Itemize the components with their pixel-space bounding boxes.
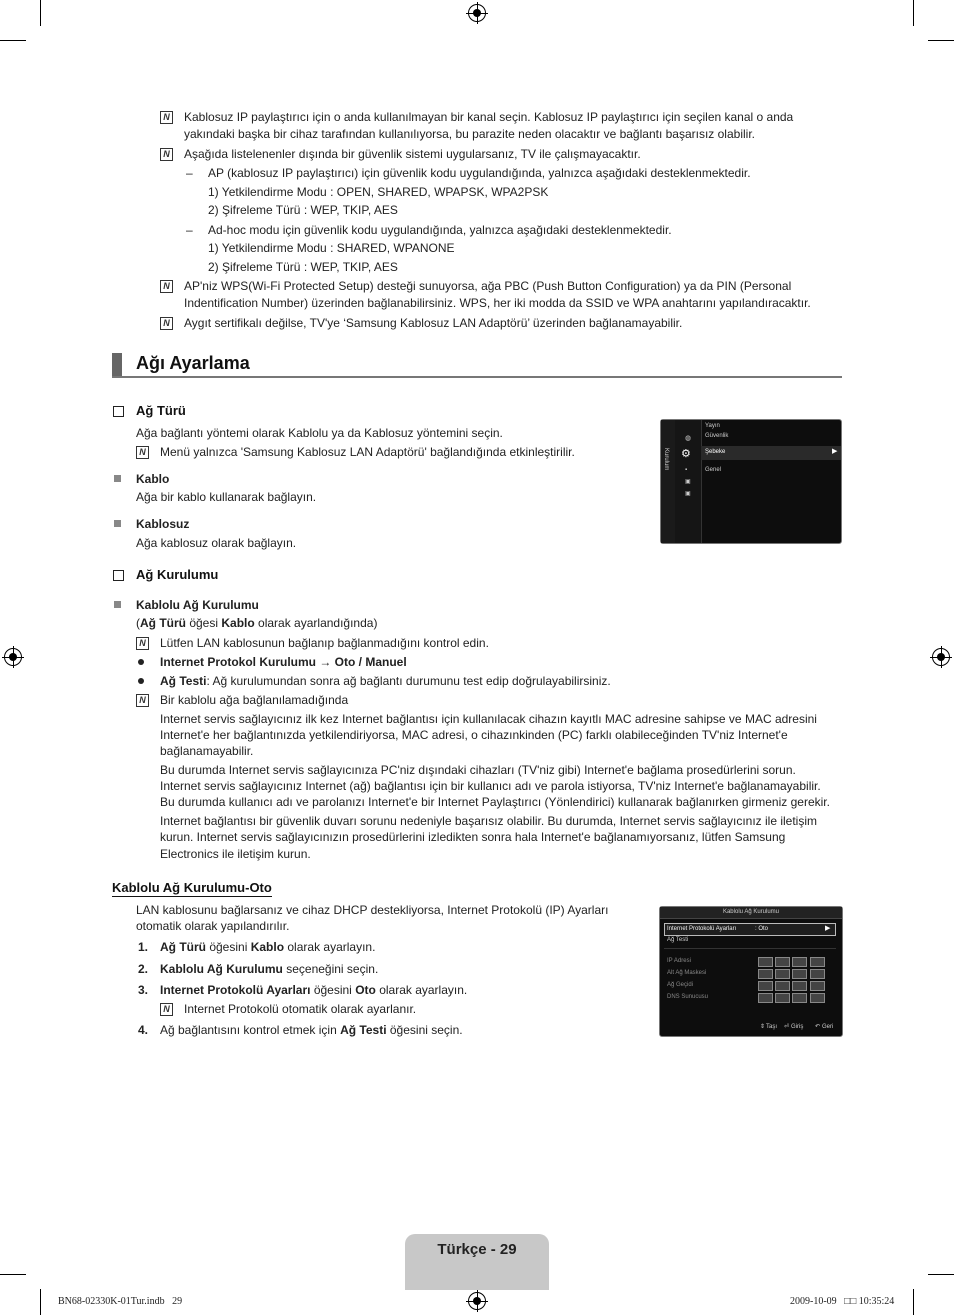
tv-side-label: Kurulum: [663, 448, 669, 471]
tv-field-label: Alt Ağ Maskesi: [667, 970, 707, 976]
paragraph-line: Bu durumda Internet servis sağlayıcınıza PC'niz dışındaki cihazları (TV'niz gibi) Internet'e bağlama prosedürlerini sorun.: [160, 763, 796, 777]
square-bullet-icon: [114, 475, 121, 482]
paragraph-line: Internet bağlantısı bir güvenlik duvarı sorunu nedeniyle başarısız olabilir. Bu durumda, Internet servis sağlayıcınız ile iletişim: [160, 814, 817, 828]
tv-icon: ▣: [685, 491, 691, 497]
registration-mark-icon: [468, 1292, 486, 1310]
note-icon: N: [136, 637, 149, 650]
crop-mark: [928, 40, 954, 41]
subsection-heading: Ağ Kurulumu: [136, 567, 219, 582]
crop-mark: [40, 0, 41, 26]
print-slug-left: BN68-02330K-01Tur.indb 29: [58, 1296, 183, 1307]
note-icon: N: [160, 280, 173, 293]
note-text: Lütfen LAN kablosunun bağlanıp bağlanmadığını kontrol edin.: [160, 636, 489, 650]
crop-mark: [913, 0, 914, 26]
subsection-heading-underlined: Kablolu Ağ Kurulumu-Oto: [112, 880, 272, 895]
note-icon: N: [160, 148, 173, 161]
crop-mark: [928, 1274, 954, 1275]
tv-row-label: Internet Protokolü Ayarları: [667, 926, 737, 932]
crop-mark: [913, 1289, 914, 1315]
registration-mark-icon: [932, 648, 950, 666]
bullet-dot-icon: [138, 659, 144, 665]
section-marker: [112, 353, 122, 376]
dash-sub: 2) Şifreleme Türü : WEP, TKIP, AES: [208, 203, 398, 217]
dash-sub: 1) Yetkilendirme Modu : OPEN, SHARED, WPAPSK, WPA2PSK: [208, 185, 549, 199]
registration-mark-icon: [468, 4, 486, 22]
dash-marker: –: [186, 166, 193, 180]
note-text: Indentification Number) üzerinden bağlanabilirsiniz. WPS, her iki modda da SSID ve WPA anahtarını yapılandıracaktır.: [184, 296, 811, 310]
note-icon: N: [160, 317, 173, 330]
condition-text: (Ağ Türü öğesi Kablo olarak ayarlandığında): [136, 616, 378, 630]
step-number: 1.: [138, 940, 149, 954]
tv-menu-item: Güvenlik: [705, 433, 729, 439]
note-text: Kablosuz IP paylaştırıcı için o anda kullanılmayan bir kanal seçin. Kablosuz IP paylaştırıcı için seçilen kanal o anda: [184, 110, 794, 124]
bullet-text: Internet Protokol Kurulumu → Oto / Manuel: [160, 655, 407, 669]
body-text: Ağa bağlantı yöntemi olarak Kablolu ya da Kablosuz yöntemini seçin.: [136, 426, 503, 440]
paragraph-line: Internet servis sağlayıcınız ilk kez Internet bağlantısı için kullanılacak cihazın kayıtlı MAC adresine sahipse ve MAC adresini: [160, 712, 817, 726]
step-text: Ağ Türü öğesini Kablo olarak ayarlayın.: [160, 940, 376, 954]
return-icon: ↶: [815, 1024, 821, 1030]
item-desc: Ağa kablosuz olarak bağlayın.: [136, 536, 297, 550]
arrow-right-icon: ▶: [832, 448, 838, 455]
crop-mark: [40, 1289, 41, 1315]
section-title: Ağı Ayarlama: [136, 353, 250, 373]
tv-footer-label: Giriş: [791, 1024, 804, 1030]
note-icon: N: [160, 1003, 173, 1016]
tv-menu-item: Genel: [705, 467, 722, 473]
tv-row-label: Ağ Testi: [667, 937, 689, 943]
crop-mark: [0, 1274, 26, 1275]
paragraph-line: Electronics ile iletişim kurun.: [160, 847, 311, 861]
dash-text: Ad-hoc modu için güvenlik kodu uygulandığında, yalnızca aşağıdaki desteklenmektedir.: [208, 223, 672, 237]
page-number: Türkçe - 29: [437, 1241, 517, 1258]
note-text: Bir kablolu ağa bağlanılamadığında: [160, 693, 349, 707]
tv-footer-label: Taşı: [766, 1024, 778, 1030]
tv-footer-label: Geri: [822, 1024, 834, 1030]
step-number: 4.: [138, 1023, 149, 1037]
tv-menu-item-selected: Şebeke: [705, 449, 726, 455]
print-slug-right: 2009-10-09 □□ 10:35:24: [790, 1296, 895, 1307]
crop-mark: [0, 40, 26, 41]
note-text: Menü yalnızca 'Samsung Kablosuz LAN Adaptörü' bağlandığında etkinleştirilir.: [160, 445, 575, 459]
dash-sub: 1) Yetkilendirme Modu : SHARED, WPANONE: [208, 241, 455, 255]
item-title: Kablosuz: [136, 517, 190, 531]
tv-divider: [664, 948, 836, 949]
step-number: 3.: [138, 983, 149, 997]
subsection-heading: Ağ Türü: [136, 403, 186, 418]
note-text: AP'niz WPS(Wi-Fi Protected Setup) desteği sunuyorsa, ağa PBC (Push Button Configuration) ya da PIN (Personal: [184, 279, 792, 293]
gear-icon: ⚙: [681, 448, 691, 460]
tv-icon: ▪: [685, 467, 688, 473]
tv-icon: ◍: [685, 435, 692, 442]
step-text: Ağ bağlantısını kontrol etmek için Ağ Testi öğesini seçin.: [160, 1023, 463, 1037]
arrow-right-icon: ▶: [825, 925, 831, 932]
note-icon: N: [136, 694, 149, 707]
step-text: Kablolu Ağ Kurulumu seçeneğini seçin.: [160, 962, 379, 976]
tv-side-bar: [661, 420, 675, 543]
note-text: yakındaki başka bir cihaz tarafından kullanılıyorsa, bu parazite neden olacaktır ve bağlantı başarısız olabilir.: [184, 127, 755, 141]
note-text: Aşağıda listelenenler dışında bir güvenlik sistemi uygularsanız, TV ile çalışmayacaktır.: [184, 147, 641, 161]
tv-screen-title: Kablolu Ağ Kurulumu: [722, 909, 780, 915]
move-icon: ⇕: [760, 1024, 766, 1030]
body-text: LAN kablosunu bağlarsanız ve cihaz DHCP destekliyorsa, Internet Protokolü (IP) Ayarları: [136, 903, 609, 917]
paragraph-line: Bu durumda kullanıcı adı ve parolanızı Internet'e bir Internet Paylaştırıcı (Yönlendirici) kullanarak bağlanırken girmeniz gerekir.: [160, 795, 830, 809]
dash-marker: –: [186, 223, 193, 237]
bullet-dot-icon: [138, 678, 144, 684]
dash-text: AP (kablosuz IP paylaştırıcı) için güvenlik kodu uygulandığında, yalnızca aşağıdaki desteklenmektedir.: [208, 166, 751, 180]
tv-field-label: Ağ Geçidi: [667, 982, 694, 988]
tv-menu-item: Yayın: [705, 423, 720, 429]
bullet-text: Ağ Testi: Ağ kurulumundan sonra ağ bağlantı durumunu test edip doğrulayabilirsiniz.: [160, 674, 611, 688]
tv-setup-screenshot: [659, 906, 843, 1037]
checkbox-bullet-icon: [113, 406, 124, 417]
paragraph-line: kurun. Internet servis sağlayıcınızın prosedürlerini izledikten sonra hala Internet'e bağlanamıyorsanız, lütfen Samsung: [160, 830, 786, 844]
note-text: Aygıt sertifikalı değilse, TV'ye ‘Samsung Kablosuz LAN Adaptörü’ üzerinden bağlanamayabilir.: [184, 316, 683, 330]
tv-field-label: IP Adresi: [667, 958, 691, 964]
tv-row-value: : Oto: [755, 926, 769, 932]
note-text: Internet Protokolü otomatik olarak ayarlanır.: [184, 1002, 417, 1016]
enter-icon: ⏎: [784, 1024, 790, 1030]
registration-mark-icon: [4, 648, 22, 666]
item-title: Kablolu Ağ Kurulumu: [136, 598, 259, 612]
tv-field-label: DNS Sunucusu: [667, 994, 709, 1000]
step-number: 2.: [138, 962, 149, 976]
dash-sub: 2) Şifreleme Türü : WEP, TKIP, AES: [208, 260, 398, 274]
body-text: otomatik olarak yapılandırılır.: [136, 919, 290, 933]
paragraph-line: Internet'e her bağlantınızda yetkilendiriyorsa, MAC adresi, o cihazınkinden (PC) farklı olabileceğinden TV'niz Internet'e: [160, 728, 788, 742]
item-title: Kablo: [136, 472, 170, 486]
square-bullet-icon: [114, 601, 121, 608]
paragraph-line: bağlanamayabilir.: [160, 744, 254, 758]
square-bullet-icon: [114, 520, 121, 527]
note-icon: N: [160, 111, 173, 124]
section-rule: [112, 376, 842, 378]
note-icon: N: [136, 446, 149, 459]
tv-menu-screenshot: [660, 419, 842, 544]
tv-icon: ▣: [685, 479, 691, 485]
paragraph-line: Internet servis sağlayıcınız Internet (ağ) bağlantısı için bir kullanıcı adı ve parola istiyorsa, TV'niz Internet'e bağlanamayabilir.: [160, 779, 821, 793]
item-desc: Ağa bir kablo kullanarak bağlayın.: [136, 490, 317, 504]
step-text: Internet Protokolü Ayarları öğesini Oto olarak ayarlayın.: [160, 983, 468, 997]
checkbox-bullet-icon: [113, 570, 124, 581]
